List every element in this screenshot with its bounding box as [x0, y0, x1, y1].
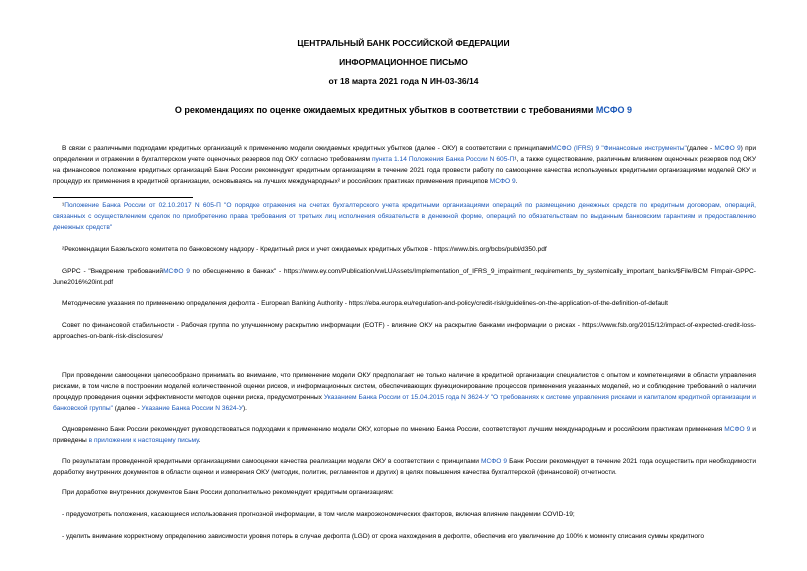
intro-text-4: ¹, а также существование, различным влиянием оценочных резервов под ОКУ на финансовое положение кредитных организаций Банк России рекомендует кредитным организациям в течение 2021 года провести работу по самооценке качества используемых кредитными организациями моделей ОКУ и процедур их применения в кредитной организации, основываясь на лучших международных² и российских практиках применения принципов [53, 156, 757, 185]
body-p2-text-b: и приведены [53, 426, 756, 444]
ifrs9-link[interactable]: МСФО 9 [163, 268, 190, 275]
body-p3-text-b: Банк России рекомендует в течение 2021 года осуществить при необходимости доработку внутренних документов в области оценки и измерения ОКУ (методик, политик, регламентов и других) в целях повышения качества бухгалтерской (финансовой) отчетности. [53, 458, 757, 476]
body-paragraph-4: При доработке внутренних документов Банк России дополнительно рекомендует кредитным организациям: [62, 489, 394, 496]
intro-text-5: . [515, 178, 518, 185]
footnote-3-text-b: по обесценению в банках" - https://www.ey.com/Publication/vwLUAssets/Implementation_of_IFRS_9_impairment_requirements_by_systemically_important_banks/$File/BCM FImpair-GPPC-June2016%20int.pdf [53, 268, 756, 286]
document-date-number: от 18 марта 2021 года N ИН-03-36/14 [328, 76, 479, 86]
footnote-1-marker: ¹ [62, 202, 65, 209]
ifrs9-link[interactable]: МСФО 9 [714, 145, 741, 152]
intro-text-2: (далее - [686, 145, 715, 152]
footnote-4: Методические указания по применению определения дефолта - European Banking Authority - https://eba.europa.eu/regulation-and-policy/credit-risk/guidelines-on-the-application-of-the-definition-of-default [62, 300, 669, 307]
footnote-3-text-a: GPPC - "Внедрение требований [62, 268, 164, 275]
document-subject [0, 105, 807, 115]
intro-paragraph [53, 143, 756, 187]
footnote-5: Совет по финансовой стабильности - Рабочая группа по улучшенному раскрытию информации (EOTF) - влияние ОКУ на раскрытие банками информации о рисках - https://www.fsb.org/2015/12/impact-of-expected-credit-loss-approaches-on-bank-risk-disclosures/ [53, 322, 756, 340]
ifrs9-financial-instruments-link[interactable]: МСФО (IFRS) 9 "Финансовые инструменты" [551, 145, 687, 152]
ifrs9-link[interactable]: МСФО 9 [489, 178, 516, 185]
body-p2-text-c: . [198, 437, 201, 444]
footnote-separator [53, 197, 193, 198]
ifrs9-link[interactable]: МСФО 9 [480, 458, 508, 465]
body-p2-text-a: Одновременно Банк России рекомендует руководствоваться подходами к применению модели ОКУ, которые по мнению Банка России, соответствуют лучшим международным и российским практикам применения [62, 426, 725, 433]
body-paragraph-2 [53, 424, 756, 446]
footnote-1 [53, 200, 756, 233]
appendix-link[interactable]: в приложении к настоящему письму [88, 437, 199, 444]
regulation-605p-full-link[interactable]: Положение Банка России от 02.10.2017 N 605-П "О порядке отражения на счетах бухгалтерского учета кредитными организациями операций по размещению денежных средств по кредитным договорам, операций, связанных с осуществлением сделок по приобретению права требования от третьих лиц исполнения обязательств в денежной форме, операций по обязательствам по выданным банковским гарантиям и предоставлению денежных средств" [53, 202, 756, 231]
subject-text: О рекомендациях по оценке ожидаемых кредитных убытков в соответствии с требованиями [174, 105, 596, 115]
body-list-item-1: - предусмотреть положения, касающиеся использования прогнозной информации, в том числе макроэкономических факторов, включая влияние пандемии COVID-19; [62, 511, 575, 518]
body-paragraph-3 [53, 456, 756, 478]
issuer-title: ЦЕНТРАЛЬНЫЙ БАНК РОССИЙСКОЙ ФЕДЕРАЦИИ [297, 38, 510, 48]
body-p1-text-b: (далее - [112, 405, 142, 412]
ifrs9-link[interactable]: МСФО 9 [724, 426, 751, 433]
body-p1-text-c: ). [242, 405, 247, 412]
directive-3624u-short-link[interactable]: Указание Банка России N 3624-У [141, 405, 243, 412]
footnote-2: ²Рекомендации Базельского комитета по банковскому надзору - Кредитный риск и учет ожидаемых кредитных убытков - https://www.bis.org/bcbs/publ/d350.pdf [62, 246, 547, 253]
body-list-item-2: - уделить внимание корректному определению зависимости уровня потерь в случае дефолта (LGD) от срока нахождения в дефолте, обеспечив его увеличение до 100% к моменту списания суммы кредитного [62, 533, 704, 540]
footnote-3 [53, 266, 756, 288]
directive-3624u-link[interactable]: Указанием Банка России от 15.04.2015 года N 3624-У "О требованиях к системе управления рисками и капиталом кредитной организации и банковской группы" [53, 394, 756, 412]
regulation-605p-link[interactable]: пункта 1.14 Положения Банка России N 605-П [371, 156, 515, 163]
intro-text-1: В связи с различными подходами кредитных организаций к применению модели ожидаемых кредитных убытков (далее - ОКУ) в соответствии с принципами [62, 145, 552, 152]
document-type: ИНФОРМАЦИОННОЕ ПИСЬМО [339, 57, 468, 67]
body-p3-text-a: По результатам проведенной кредитными организациями самооценки качества реализации модели ОКУ в соответствии с принципами [62, 458, 481, 465]
ifrs9-link[interactable]: МСФО 9 [595, 105, 633, 115]
body-paragraph-1 [53, 370, 756, 414]
body-p1-text-a: При проведении самооценки целесообразно принимать во внимание, что применение модели ОКУ предполагает не только наличие в кредитной организации специалистов с опытом и компетенциями в области управления рисками, в том числе в построении моделей количественной оценки рисков, и информационных систем, обеспечивающих функционирование процессов применения указанных моделей, но и соблюдение требований о наличии процедур проведения оценки эффективности методов оценки риска, предусмотренных [53, 372, 756, 401]
intro-text-3: ) при определении и отражении в бухгалтерском учете оценочных резервов под ОКУ согласно требованиям [53, 145, 756, 163]
